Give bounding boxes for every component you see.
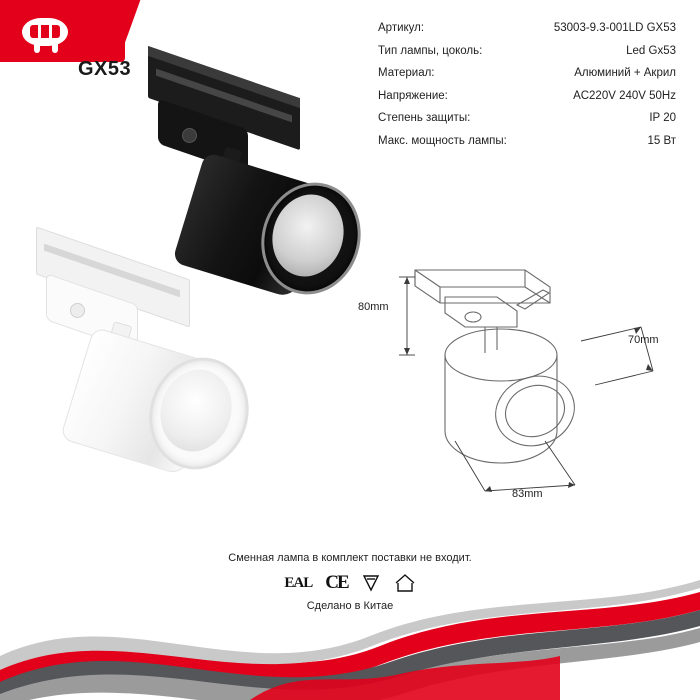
dimension-diameter-label: 70mm (628, 334, 659, 346)
spec-label-material: Материал: (378, 67, 435, 79)
spec-value-article: 53003-9.3-001LD GX53 (553, 22, 676, 34)
technical-drawing-svg (385, 235, 675, 525)
dimension-height-label: 80mm (358, 301, 389, 313)
spec-value-lamp-type: Led Gx53 (626, 44, 676, 57)
ce-icon: CE (325, 572, 348, 593)
lamp-cap-slot (30, 25, 60, 38)
table-row (378, 112, 676, 124)
table-row (378, 45, 676, 57)
brand-corner-tail (118, 0, 144, 62)
dimension-length-label: 83mm (512, 488, 543, 500)
page-title: GX53 (78, 58, 132, 80)
table-row (378, 22, 676, 34)
lamp-pin-left (34, 43, 40, 53)
spec-value-voltage: AC220V 240V 50Hz (573, 89, 676, 102)
lamp-pin-right (52, 43, 58, 53)
decorative-wave-graphic (0, 570, 700, 700)
spec-label-power: Макс. мощность лампы: (378, 134, 507, 147)
spec-value-ip: IP 20 (649, 112, 676, 124)
spec-label-lamp-type: Тип лампы, цоколь: (378, 44, 483, 57)
product-photo-white (30, 245, 265, 495)
lamp-not-included-note: Сменная лампа в комплект поставки не входит. (228, 552, 472, 564)
made-in-label: Сделано в Китае (306, 600, 394, 612)
specification-table (378, 22, 676, 157)
spec-label-voltage: Напряжение: (378, 89, 448, 102)
table-row (378, 135, 676, 147)
table-row (378, 90, 676, 102)
gx53-lamp-icon (20, 16, 72, 58)
technical-drawing (358, 235, 675, 525)
adapter-screw-black (182, 128, 197, 143)
adapter-screw-white (70, 303, 85, 318)
spec-value-power: 15 Вт (647, 134, 676, 147)
eac-icon: EAL (284, 574, 313, 591)
spec-label-ip: Степень защиты: (378, 112, 471, 124)
spec-value-material: Алюминий + Акрил (574, 67, 676, 79)
table-row (378, 67, 676, 79)
spec-label-article: Артикул: (378, 22, 425, 34)
